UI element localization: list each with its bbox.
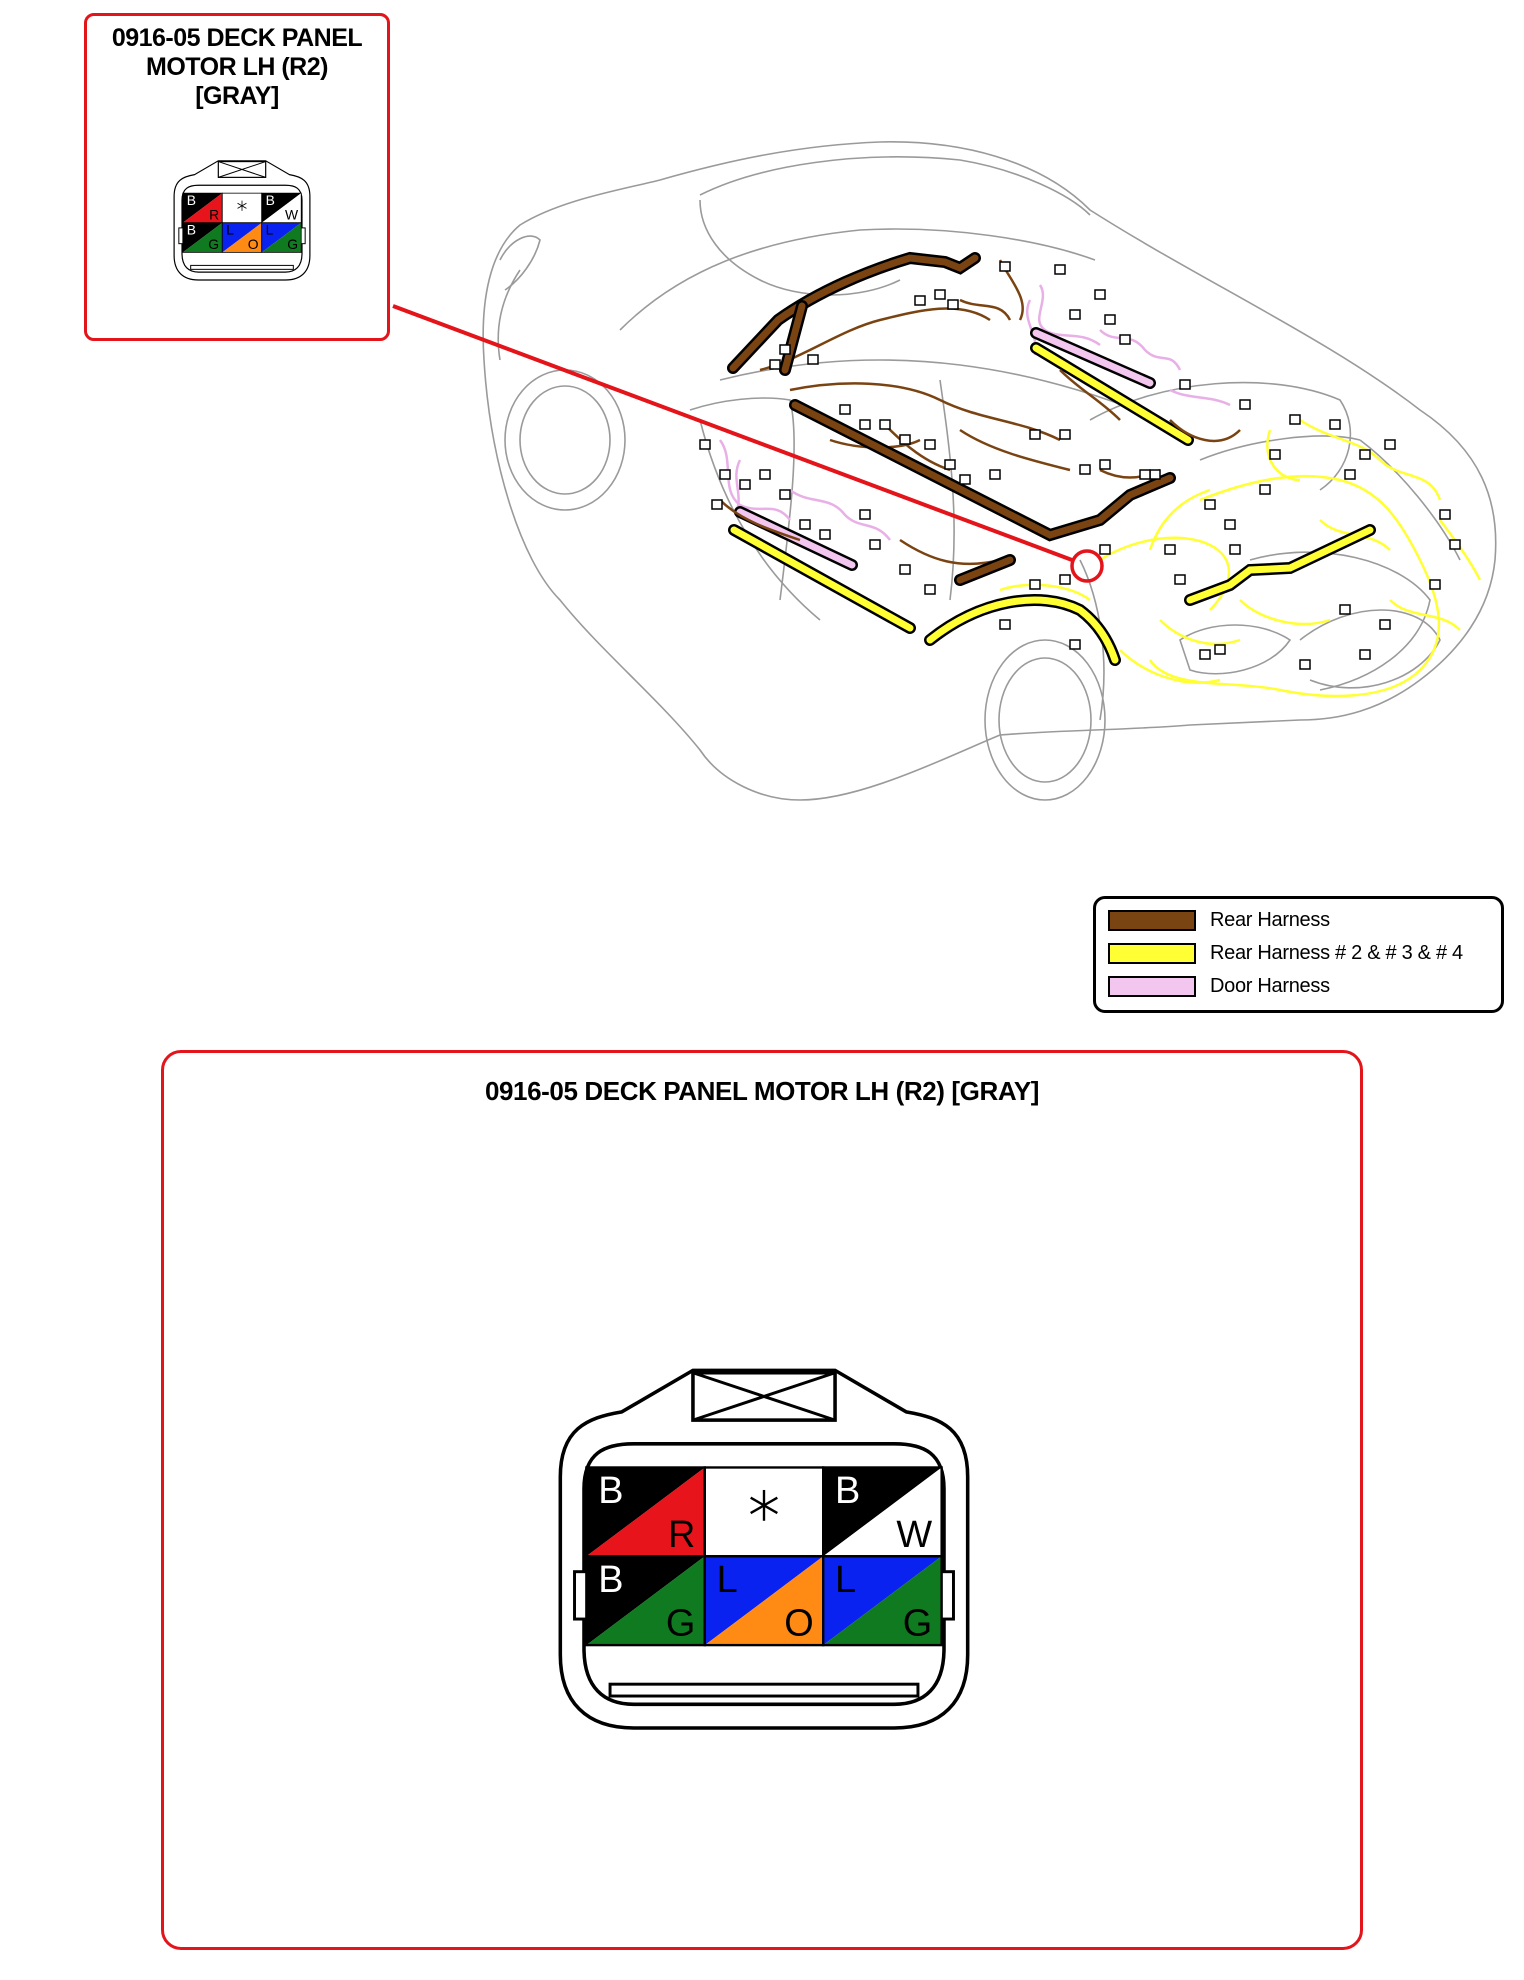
pin-bottom-letter: R bbox=[667, 1513, 696, 1556]
bottom-rail bbox=[191, 265, 294, 269]
pin-top-letter: B bbox=[186, 221, 197, 238]
callout-title bbox=[87, 24, 387, 111]
pin-bottom-letter: W bbox=[284, 206, 299, 223]
pin-cell bbox=[705, 1556, 823, 1645]
connector-detail-panel bbox=[161, 1050, 1363, 1950]
pin-bottom-letter: O bbox=[247, 236, 259, 253]
pin-cell bbox=[222, 193, 261, 223]
pin-top-letter: B bbox=[598, 1470, 624, 1512]
callout-title-line-2: MOTOR LH (R2) bbox=[146, 53, 328, 81]
pin-top-letter: L bbox=[716, 1558, 738, 1601]
pin-cell bbox=[222, 222, 261, 253]
legend-item-door-harness bbox=[1108, 973, 1330, 999]
harness-legend bbox=[1093, 896, 1504, 1013]
pin-cell bbox=[586, 1467, 704, 1556]
pin-cell bbox=[262, 192, 301, 223]
pin-bottom-letter: W bbox=[896, 1513, 933, 1556]
pin-cell bbox=[823, 1467, 941, 1556]
legend-swatch bbox=[1108, 943, 1196, 964]
pin-top-letter: B bbox=[835, 1470, 861, 1512]
pin-cell bbox=[183, 192, 222, 223]
pin-top-letter: L bbox=[265, 221, 274, 238]
legend-label: Rear Harness # 2 & # 3 & # 4 bbox=[1210, 941, 1463, 964]
panel-title: 0916-05 DECK PANEL MOTOR LH (R2) [GRAY] bbox=[484, 1076, 1040, 1106]
pin-cell bbox=[705, 1467, 823, 1556]
legend-item-rear-harness bbox=[1108, 907, 1330, 933]
legend-label: Rear Harness bbox=[1210, 908, 1330, 931]
pin-bottom-letter: R bbox=[209, 206, 220, 223]
legend-item-rear-harness-2-3-4 bbox=[1108, 940, 1463, 966]
pin-bottom-letter: G bbox=[287, 236, 299, 253]
legend-swatch bbox=[1108, 976, 1196, 997]
callout-title-line-3: [GRAY] bbox=[195, 82, 279, 110]
pin-cell bbox=[183, 222, 222, 253]
pin-bottom-letter: G bbox=[665, 1602, 696, 1645]
bottom-rail bbox=[610, 1684, 918, 1696]
connector-thumbnail bbox=[167, 156, 317, 284]
pin-top-letter: L bbox=[226, 221, 234, 238]
callout-title-line-1: 0916-05 DECK PANEL bbox=[111, 24, 363, 52]
pin-top-letter: B bbox=[186, 192, 197, 208]
pin-top-letter: B bbox=[598, 1558, 624, 1601]
connector-pinout bbox=[539, 1358, 989, 1738]
pin-bottom-letter: G bbox=[208, 236, 220, 253]
pin-cell bbox=[586, 1556, 704, 1645]
pin-cell bbox=[262, 222, 301, 253]
pin-top-letter: L bbox=[835, 1558, 857, 1601]
pin-cell bbox=[823, 1556, 941, 1645]
pin-bottom-letter: O bbox=[784, 1602, 814, 1645]
pin-top-letter: B bbox=[265, 192, 275, 208]
legend-swatch bbox=[1108, 910, 1196, 931]
legend-label: Door Harness bbox=[1210, 974, 1330, 997]
connector-callout bbox=[84, 13, 390, 341]
pin-bottom-letter: G bbox=[902, 1602, 933, 1645]
